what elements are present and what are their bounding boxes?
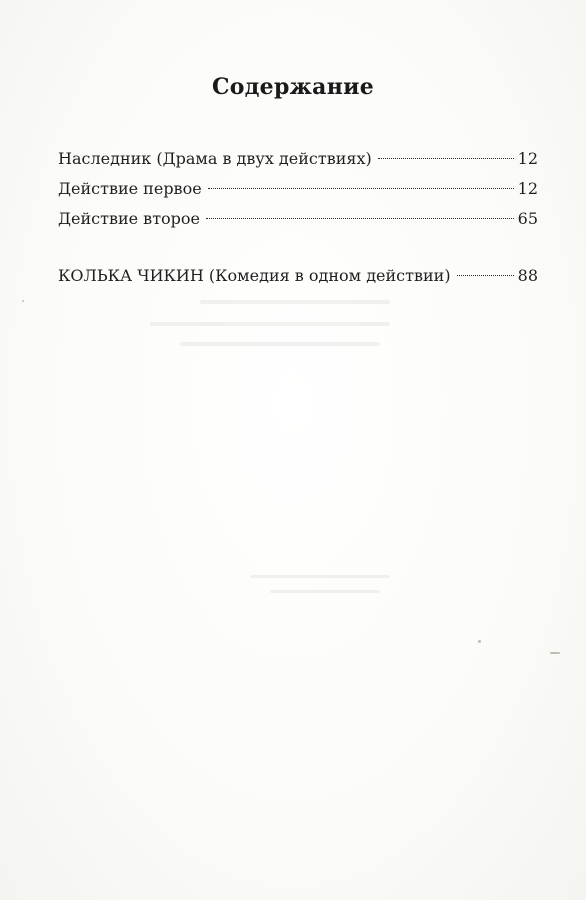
bleed-through-mark [270, 590, 380, 593]
toc-entry[interactable] [58, 259, 538, 285]
paper-speck [22, 300, 24, 302]
paper-speck [478, 640, 481, 643]
page-title: Содержание [211, 74, 375, 100]
toc-entry-page: 12 [517, 179, 538, 198]
paper-speck [550, 652, 560, 654]
toc-entry-label: КОЛЬКА ЧИКИН (Комедия в одном действии) [58, 266, 451, 285]
toc-entry[interactable] [58, 202, 538, 228]
toc-leader-dots [457, 259, 514, 281]
toc-leader-dots [206, 202, 514, 224]
toc-entry-page: 12 [517, 149, 538, 168]
toc-entry-label: Наследник (Драма в двух действиях) [58, 149, 372, 168]
bleed-through-mark [250, 575, 390, 578]
bleed-through-mark [200, 300, 390, 304]
bleed-through-mark [150, 322, 390, 326]
toc-entry-page: 88 [517, 266, 538, 285]
toc-entry[interactable] [58, 172, 538, 198]
bleed-through-mark [180, 342, 380, 346]
toc-leader-dots [208, 172, 514, 194]
toc-leader-dots [378, 142, 514, 164]
toc-entry-label: Действие второе [58, 209, 201, 228]
toc-entry-page: 65 [517, 209, 538, 228]
toc-entry[interactable] [58, 142, 538, 168]
toc-entry-label: Действие первое [58, 179, 202, 198]
